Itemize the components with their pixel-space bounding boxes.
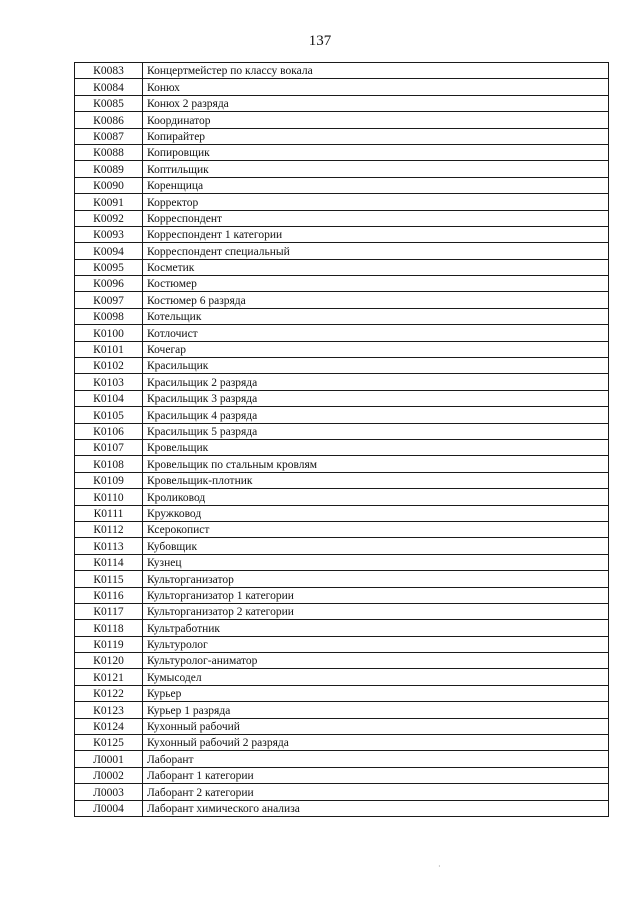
occupation-code: К0089	[75, 161, 143, 177]
occupation-code: К0117	[75, 603, 143, 619]
occupation-name: Красильщик 3 разряда	[143, 390, 609, 406]
table-row	[75, 144, 609, 160]
table-row	[75, 587, 609, 603]
table-row	[75, 423, 609, 439]
occupation-name: Корреспондент специальный	[143, 243, 609, 259]
table-row	[75, 603, 609, 619]
occupation-name: Культуролог	[143, 636, 609, 652]
occupation-code: К0118	[75, 620, 143, 636]
occupation-name: Кочегар	[143, 341, 609, 357]
table-row	[75, 735, 609, 751]
occupation-code: К0119	[75, 636, 143, 652]
occupation-code: К0120	[75, 653, 143, 669]
table-row	[75, 325, 609, 341]
table-row	[75, 439, 609, 455]
table-row	[75, 63, 609, 79]
table-row	[75, 358, 609, 374]
occupation-table	[74, 62, 609, 817]
occupation-name: Костюмер 6 разряда	[143, 292, 609, 308]
occupation-name: Косметик	[143, 259, 609, 275]
occupation-name: Кухонный рабочий	[143, 718, 609, 734]
occupation-code: К0093	[75, 226, 143, 242]
scan-mark: ·	[438, 862, 441, 871]
occupation-table-container	[74, 62, 609, 817]
occupation-code: К0096	[75, 276, 143, 292]
occupation-name: Кровельщик	[143, 439, 609, 455]
occupation-name: Копирайтер	[143, 128, 609, 144]
occupation-code: К0087	[75, 128, 143, 144]
occupation-code: К0084	[75, 79, 143, 95]
occupation-code: К0116	[75, 587, 143, 603]
table-row	[75, 489, 609, 505]
table-row	[75, 161, 609, 177]
occupation-name: Красильщик 5 разряда	[143, 423, 609, 439]
table-row	[75, 243, 609, 259]
table-row	[75, 685, 609, 701]
table-row	[75, 718, 609, 734]
table-row	[75, 276, 609, 292]
occupation-name: Кумысодел	[143, 669, 609, 685]
occupation-code: К0106	[75, 423, 143, 439]
occupation-code: К0125	[75, 735, 143, 751]
table-row	[75, 636, 609, 652]
table-row	[75, 472, 609, 488]
occupation-name: Кровельщик-плотник	[143, 472, 609, 488]
occupation-code: Л0003	[75, 784, 143, 800]
occupation-code: К0092	[75, 210, 143, 226]
table-row	[75, 702, 609, 718]
occupation-name: Красильщик 4 разряда	[143, 407, 609, 423]
occupation-code: К0104	[75, 390, 143, 406]
occupation-code: К0105	[75, 407, 143, 423]
occupation-name: Курьер	[143, 685, 609, 701]
occupation-code: К0115	[75, 571, 143, 587]
occupation-code: К0086	[75, 112, 143, 128]
occupation-code: К0095	[75, 259, 143, 275]
occupation-name: Кузнец	[143, 554, 609, 570]
occupation-name: Лаборант химического анализа	[143, 800, 609, 816]
occupation-name: Копировщик	[143, 144, 609, 160]
occupation-code: К0108	[75, 456, 143, 472]
occupation-name: Красильщик	[143, 358, 609, 374]
occupation-name: Котельщик	[143, 308, 609, 324]
occupation-code: К0109	[75, 472, 143, 488]
occupation-name: Координатор	[143, 112, 609, 128]
occupation-name: Ксерокопист	[143, 521, 609, 537]
occupation-code: К0122	[75, 685, 143, 701]
occupation-code: К0121	[75, 669, 143, 685]
table-row	[75, 800, 609, 816]
occupation-name: Корректор	[143, 194, 609, 210]
table-row	[75, 374, 609, 390]
occupation-name: Коренщица	[143, 177, 609, 193]
occupation-code: Л0004	[75, 800, 143, 816]
table-row	[75, 177, 609, 193]
occupation-name: Котлочист	[143, 325, 609, 341]
occupation-code: К0107	[75, 439, 143, 455]
occupation-code: Л0001	[75, 751, 143, 767]
occupation-code: К0103	[75, 374, 143, 390]
occupation-name: Культорганизатор 2 категории	[143, 603, 609, 619]
table-row	[75, 521, 609, 537]
table-row	[75, 259, 609, 275]
table-row	[75, 390, 609, 406]
table-row	[75, 128, 609, 144]
occupation-code: К0113	[75, 538, 143, 554]
occupation-name: Кровельщик по стальным кровлям	[143, 456, 609, 472]
occupation-name: Культуролог-аниматор	[143, 653, 609, 669]
table-row	[75, 538, 609, 554]
occupation-name: Культработник	[143, 620, 609, 636]
occupation-name: Лаборант	[143, 751, 609, 767]
table-row	[75, 341, 609, 357]
occupation-code: К0123	[75, 702, 143, 718]
table-row	[75, 112, 609, 128]
occupation-code: К0088	[75, 144, 143, 160]
table-row	[75, 210, 609, 226]
table-row	[75, 784, 609, 800]
occupation-code: К0112	[75, 521, 143, 537]
occupation-name: Конюх	[143, 79, 609, 95]
table-row	[75, 653, 609, 669]
occupation-code: К0101	[75, 341, 143, 357]
occupation-name: Кухонный рабочий 2 разряда	[143, 735, 609, 751]
table-row	[75, 751, 609, 767]
occupation-code: К0098	[75, 308, 143, 324]
occupation-code: К0111	[75, 505, 143, 521]
occupation-code: К0102	[75, 358, 143, 374]
occupation-name: Красильщик 2 разряда	[143, 374, 609, 390]
table-row	[75, 505, 609, 521]
table-row	[75, 308, 609, 324]
occupation-name: Лаборант 2 категории	[143, 784, 609, 800]
table-row	[75, 194, 609, 210]
occupation-name: Корреспондент 1 категории	[143, 226, 609, 242]
occupation-name: Кубовщик	[143, 538, 609, 554]
table-row	[75, 571, 609, 587]
occupation-name: Культорганизатор	[143, 571, 609, 587]
table-row	[75, 669, 609, 685]
occupation-code: К0085	[75, 95, 143, 111]
table-row	[75, 407, 609, 423]
occupation-code: К0094	[75, 243, 143, 259]
occupation-code: К0110	[75, 489, 143, 505]
occupation-name: Курьер 1 разряда	[143, 702, 609, 718]
occupation-code: К0124	[75, 718, 143, 734]
occupation-code: К0090	[75, 177, 143, 193]
occupation-name: Кроликовод	[143, 489, 609, 505]
occupation-name: Концертмейстер по классу вокала	[143, 63, 609, 79]
occupation-name: Конюх 2 разряда	[143, 95, 609, 111]
occupation-name: Коптильщик	[143, 161, 609, 177]
page-number: 137	[308, 33, 332, 49]
occupation-code: К0097	[75, 292, 143, 308]
occupation-code: Л0002	[75, 767, 143, 783]
occupation-code: К0083	[75, 63, 143, 79]
occupation-code: К0100	[75, 325, 143, 341]
occupation-name: Костюмер	[143, 276, 609, 292]
occupation-name: Культорганизатор 1 категории	[143, 587, 609, 603]
occupation-table-body	[75, 63, 609, 817]
table-row	[75, 226, 609, 242]
table-row	[75, 554, 609, 570]
occupation-name: Лаборант 1 категории	[143, 767, 609, 783]
occupation-code: К0091	[75, 194, 143, 210]
table-row	[75, 620, 609, 636]
occupation-name: Корреспондент	[143, 210, 609, 226]
table-row	[75, 292, 609, 308]
occupation-code: К0114	[75, 554, 143, 570]
table-row	[75, 95, 609, 111]
occupation-name: Кружковод	[143, 505, 609, 521]
table-row	[75, 767, 609, 783]
table-row	[75, 456, 609, 472]
table-row	[75, 79, 609, 95]
